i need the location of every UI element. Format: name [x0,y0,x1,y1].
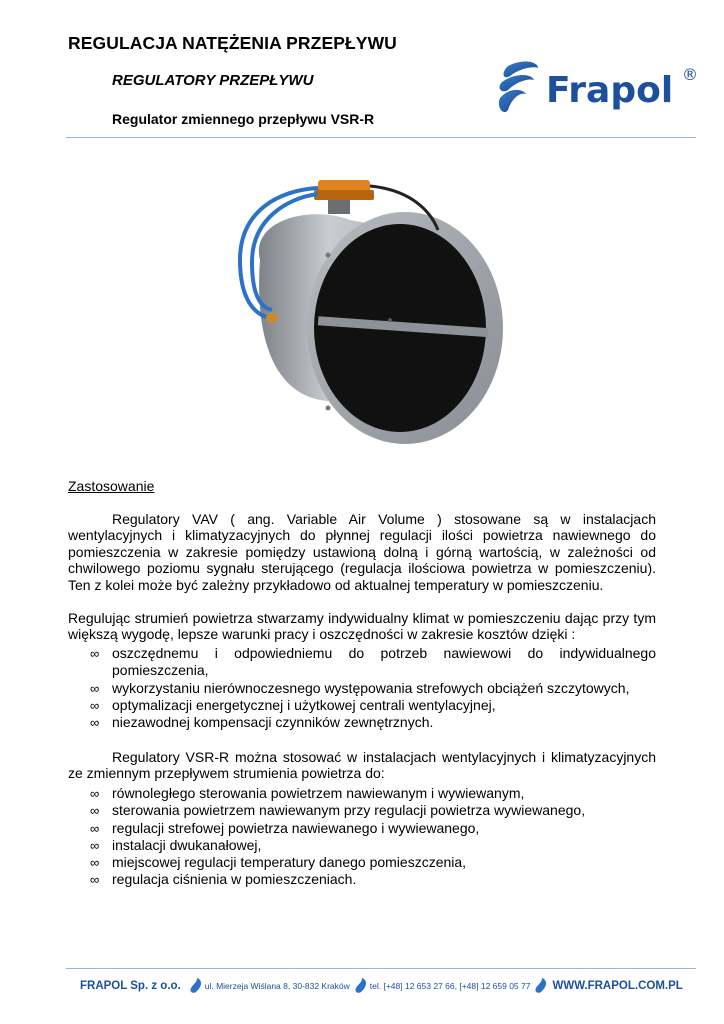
paragraph-applications: Regulatory VSR-R można stosować w instalacjach wentylacyjnych i klimatyzacyjnych ze zmiennym przepływem strumienia powietrza do: [68,749,656,782]
applications-list [68,785,656,889]
bullet-icon: ∞ [90,837,100,853]
bullet-icon: ∞ [90,697,100,713]
drop-icon [187,977,203,995]
list-item: ∞ regulacja ciśnienia w pomieszczeniach. [90,871,357,888]
list-item: ∞ niezawodnej kompensacji czynników zewnętrznych. [90,714,434,731]
list-item: ∞ sterowania powietrzem nawiewanym przy regulacji powietrza wywiewanego, [90,802,586,819]
page-footer [80,975,700,997]
list-item: ∞ miejscowej regulacji temperatury danego pomieszczenia, [90,854,467,871]
footer-company: FRAPOL Sp. z o.o. [80,980,181,992]
registered-mark: ® [682,65,698,84]
damper-product-image [200,150,520,460]
frapol-logo-icon [494,58,704,120]
footer-phone: tel. [+48] 12 653 27 66, [+48] 12 659 05 77 [369,981,531,991]
page-title: REGULACJA NATĘŻENIA PRZEPŁYWU [68,33,397,53]
list-item: ∞ wykorzystaniu nierównoczesnego występowania strefowych obciążeń szczytowych, [90,679,630,696]
bullet-icon: ∞ [90,872,100,888]
section-subtitle: REGULATORY PRZEPŁYWU [112,72,314,89]
paragraph-intro: Regulatory VAV ( ang. Variable Air Volume ) stosowane są w instalacjach wentylacyjnych i klimatyzacyjnych do płynnej regulacji ilości powietrza nawiewnego do pomieszczenia w zakresie pomiędzy ustawioną dolną i górną wartością, w zależności od chwilowego poziomu sygnału sterującego (regulacja ilościowa powietrza w pomieszczeniu). Ten z kolei może być zależny przykładowo od aktualnej temperatury w pomieszczeniu. [68,511,656,593]
logo-text: Frapol [546,70,674,111]
footer-address: ul. Mierzeja Wiślana 8, 30-832 Kraków [204,981,350,991]
benefits-list [68,645,656,731]
bullet-icon: ∞ [90,820,100,836]
drop-icon [352,977,368,995]
list-item: ∞ regulacji strefowej powietrza nawiewanego i wywiewanego, [90,819,480,836]
bullet-icon: ∞ [90,855,100,871]
bullet-icon: ∞ [90,646,100,661]
bullet-icon: ∞ [90,715,100,731]
bullet-icon: ∞ [90,680,100,696]
list-item: ∞ optymalizacji energetycznej i użytkowej centrali wentylacyjnej, [90,696,496,713]
bullet-icon: ∞ [90,803,100,819]
drop-icon [532,977,548,995]
list-item: ∞ instalacji dwukanałowej, [90,836,262,853]
paragraph-benefits: Regulując strumień powietrza stwarzamy indywidualny klimat w pomieszczeniu dając przy tym większą wygodę, lepsze warunki pracy i oszczędności w zakresie kosztów dzięki : [68,610,656,643]
product-name: Regulator zmiennego przepływu VSR-R [112,111,375,127]
footer-website-link[interactable]: WWW.FRAPOL.COM.PL [552,980,683,992]
section-heading: Zastosowanie [68,478,155,494]
header-divider [66,137,696,138]
footer-divider [66,968,696,969]
list-item: ∞ równoległego sterowania powietrzem nawiewanym i wywiewanym, [90,785,525,801]
list-item: ∞ oszczędnemu i odpowiedniemu do potrzeb nawiewowi do indywidualnego pomieszczenia, [90,645,656,679]
bullet-icon: ∞ [90,786,100,801]
